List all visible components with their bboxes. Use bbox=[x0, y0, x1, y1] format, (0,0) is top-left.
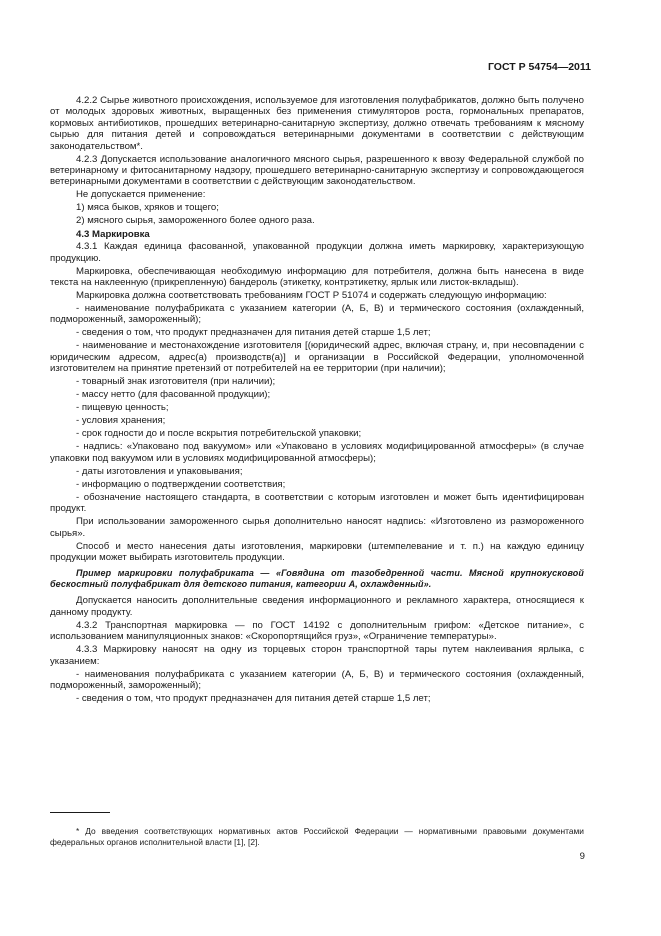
list-item: - информацию о подтверждении соответствия; bbox=[76, 478, 286, 490]
paragraph-4-3-3: 4.3.3 Маркировку наносят на одну из торцевых сторон транспортной тары путем наклеивания ярлыка, с указанием: bbox=[50, 644, 584, 667]
list-item: - надпись: «Упаковано под вакуумом» или «Упаковано в условиях модифицированной атмосферы» (в случае упаковки под вакуумом или в условиях модифицированной атмосферы); bbox=[50, 441, 584, 464]
footnote-divider bbox=[50, 812, 110, 813]
paragraph: Способ и место нанесения даты изготовления, маркировки (штемпелевание и т. п.) на каждую единицу продукции может выбирать изготовитель продукции. bbox=[50, 540, 584, 563]
list-item: - массу нетто (для фасованной продукции); bbox=[76, 389, 271, 401]
page-number: 9 bbox=[579, 851, 585, 862]
paragraph: Маркировка должна соответствовать требованиям ГОСТ Р 51074 и содержать следующую информацию: bbox=[76, 290, 547, 302]
list-item: - обозначение настоящего стандарта, в соответствии с которым изготовлен и может быть идентифицирован продукт. bbox=[50, 491, 584, 515]
list-item: - пищевую ценность; bbox=[76, 402, 169, 414]
list-item: - условия хранения; bbox=[76, 415, 166, 427]
paragraph: При использовании замороженного сырья дополнительно наносят надпись: «Изготовлено из размороженного сырья». bbox=[50, 516, 584, 539]
section-heading-4-3: 4.3 Маркировка bbox=[76, 228, 150, 240]
paragraph-4-2-2: 4.2.2 Сырье животного происхождения, используемое для изготовления полуфабрикатов, должно быть получено от молодых здоровых животных, выращенных без применения стимуляторов роста, гормональных препаратов, кормовых антибиотиков, прошедших ветеринарно-санитарную экспертизу, должно отвечать требованиям к мясному сырью для питания детей и сопровождаться ветеринарными документами в соответствии с действующим законодательством*. bbox=[50, 95, 584, 152]
paragraph-4-3-2: 4.3.2 Транспортная маркировка — по ГОСТ 14192 с дополнительным грифом: «Детское питание», с использованием манипуляционных знаков: «Скоропортящийся груз», «Ограничение температуры». bbox=[50, 619, 584, 643]
list-item: - наименование и местонахождение изготовителя [(юридический адрес, включая страну, и, при несовпадении с юридическим адресом, адрес(а) производств(а)] и организации в Российской Федерации, уполномоченной изготовителем на принятие претензий от потребителей на ее территории (при наличии); bbox=[50, 340, 584, 375]
footnote: * До введения соответствующих нормативных актов Российской Федерации — нормативными правовыми документами федеральных органов исполнительной власти [1], [2]. bbox=[50, 826, 584, 847]
document-code-header: ГОСТ Р 54754—2011 bbox=[487, 61, 591, 73]
list-item: - срок годности до и после вскрытия потребительской упаковки; bbox=[76, 428, 362, 440]
list-item: - наименование полуфабриката с указанием категории (А, Б, В) и термического состояния (охлажденный, подмороженный, замороженный); bbox=[50, 303, 584, 326]
paragraph-prohibition-intro: Не допускается применение: bbox=[76, 189, 206, 201]
paragraph-4-3-1: 4.3.1 Каждая единица фасованной, упакованной продукции должна иметь маркировку, характеризующую продукцию. bbox=[50, 241, 584, 264]
marking-example: Пример маркировки полуфабриката — «Говядина от тазобедренной части. Мясной крупнокусковой бескостный полуфабрикат для детского питания, категории А, охлажденный». bbox=[50, 568, 584, 590]
paragraph: Маркировка, обеспечивающая необходимую информацию для потребителя, должна быть нанесена в виде текста на наклеенную (прикрепленную) бандероль (этикетку, контрэтикетку, ярлык или листок-вкладыш). bbox=[50, 265, 584, 289]
list-item: - товарный знак изготовителя (при наличии); bbox=[76, 376, 276, 388]
list-item: 1) мяса быков, хряков и тощего; bbox=[76, 202, 219, 214]
paragraph: Допускается наносить дополнительные сведения информационного и рекламного характера, относящиеся к данному продукту. bbox=[50, 595, 584, 618]
list-item: - наименования полуфабриката с указанием категории (А, Б, В) и термического состояния (охлажденный, подмороженный, замороженный); bbox=[50, 668, 584, 691]
document-body bbox=[50, 95, 584, 706]
list-item: 2) мясного сырья, замороженного более одного раза. bbox=[76, 215, 315, 227]
list-item: - даты изготовления и упаковывания; bbox=[76, 465, 243, 477]
paragraph-4-2-3: 4.2.3 Допускается использование аналогичного мясного сырья, разрешенного к ввозу Федеральной службой по ветеринарному и фитосанитарному надзору, прошедшего ветеринарно-санитарную экспертизу и сопровождающегося ветеринарными документами в соответствии с действующим законодательством. bbox=[50, 153, 584, 188]
list-item: - сведения о том, что продукт предназначен для питания детей старше 1,5 лет; bbox=[76, 327, 431, 339]
list-item: - сведения о том, что продукт предназначен для питания детей старше 1,5 лет; bbox=[76, 692, 431, 704]
